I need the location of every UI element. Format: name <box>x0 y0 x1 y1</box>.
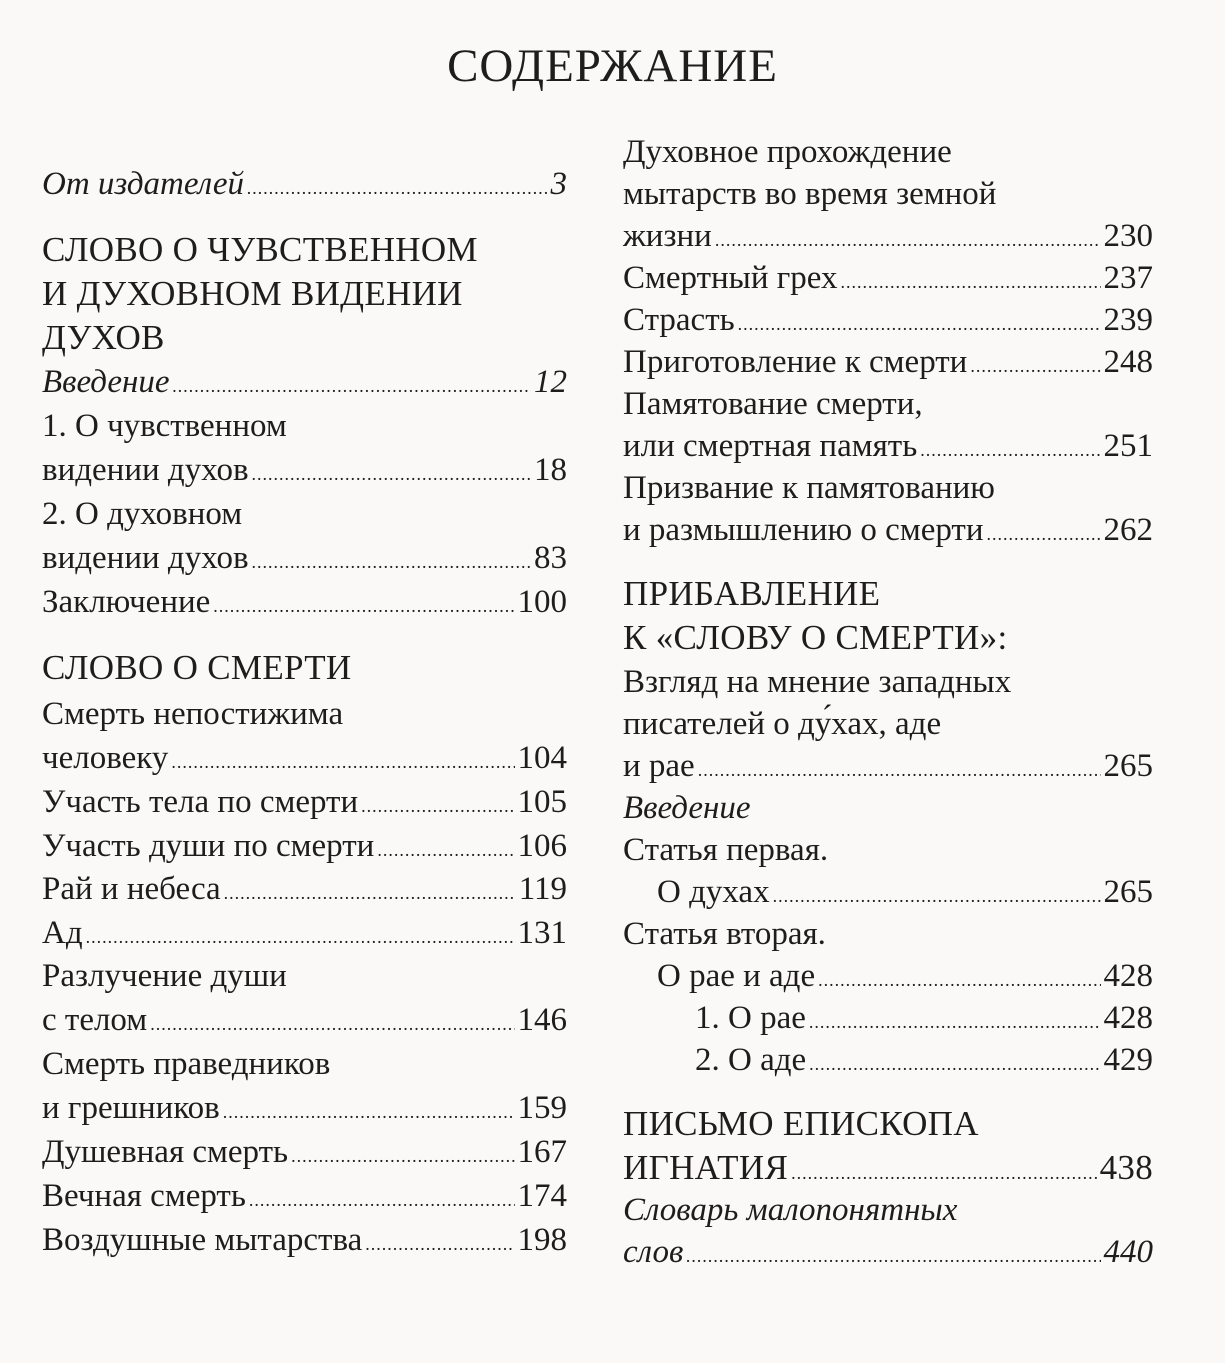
page-number: 131 <box>517 915 567 951</box>
toc-entry: О духах ..... 265 <box>657 870 1153 914</box>
section-heading: ПРИБАВЛЕНИЕ <box>623 574 881 613</box>
page-number: 3 <box>550 166 567 202</box>
toc-entry: Воздушные мытарства ..... 198 <box>42 1218 567 1262</box>
page-number: 239 <box>1103 302 1153 338</box>
page-number: 428 <box>1103 958 1153 994</box>
toc-entry-line: Введение <box>623 790 751 826</box>
toc-entry-line: Статья первая. <box>623 832 829 868</box>
section-heading: СЛОВО О СМЕРТИ <box>42 648 352 687</box>
section-heading: К «СЛОВУ О СМЕРТИ»: <box>623 618 1008 657</box>
toc-entry-line: Призвание к памятованию <box>623 470 995 506</box>
toc-entry-line: Смерть непостижима <box>42 696 344 732</box>
toc-entry-line: Разлучение души <box>42 958 287 994</box>
toc-entry: Приготовление к смерти ..... 248 <box>623 340 1153 384</box>
page-number: 100 <box>517 584 567 620</box>
toc-entry: видении духов ..... 18 <box>42 448 567 492</box>
page-number: 105 <box>517 784 567 820</box>
page-number: 265 <box>1103 748 1153 784</box>
page-number: 104 <box>517 740 567 776</box>
toc-entry: Заключение ..... 100 <box>42 580 567 624</box>
toc-entry: Вечная смерть ..... 174 <box>42 1174 567 1218</box>
toc-entry-line: 1. О чувственном <box>42 408 287 444</box>
toc-entry-line: Духовное прохождение <box>623 134 952 170</box>
page-number: 265 <box>1103 874 1153 910</box>
toc-entry: с телом ..... 146 <box>42 998 567 1042</box>
toc-entry: и размышлению о смерти ..... 262 <box>623 508 1153 552</box>
toc-entry: Смертный грех ..... 237 <box>623 256 1153 300</box>
toc-entry: ИГНАТИЯ ..... 438 <box>623 1146 1153 1190</box>
page-number: 106 <box>517 828 567 864</box>
section-heading: ДУХОВ <box>42 318 165 357</box>
section-heading: ПИСЬМО ЕПИСКОПА <box>623 1104 979 1143</box>
toc-entry: Рай и небеса ..... 119 <box>42 867 567 911</box>
toc-entry-line: Памятование смерти, <box>623 386 923 422</box>
toc-entry-line: 2. О духовном <box>42 496 243 532</box>
toc-entry-line: Взгляд на мнение западных <box>623 664 1012 700</box>
toc-entry: жизни ..... 230 <box>623 214 1153 258</box>
page-number: 237 <box>1103 260 1153 296</box>
toc-entry: слов ..... 440 <box>623 1230 1153 1274</box>
page-number: 159 <box>517 1090 567 1126</box>
toc-entry-line: Словарь малопонятных <box>623 1192 958 1228</box>
page-number: 174 <box>517 1178 567 1214</box>
page-title: СОДЕРЖАНИЕ <box>447 40 778 92</box>
toc-entry: Душевная смерть ..... 167 <box>42 1130 567 1174</box>
page-number: 18 <box>534 452 567 488</box>
page-number: 428 <box>1103 1000 1153 1036</box>
toc-entry: Ад ..... 131 <box>42 911 567 955</box>
toc-entry-line: Статья вторая. <box>623 916 826 952</box>
section-heading: И ДУХОВНОМ ВИДЕНИИ <box>42 274 463 313</box>
toc-entry: 1. О рае ..... 428 <box>695 996 1153 1040</box>
toc-entry: Введение ..... 12 <box>42 360 567 404</box>
toc-entry-line: мытарств во время земной <box>623 176 997 212</box>
page-number: 262 <box>1103 512 1153 548</box>
toc-entry: Участь души по смерти ..... 106 <box>42 824 567 868</box>
toc-entry: человеку ..... 104 <box>42 736 567 780</box>
section-heading: СЛОВО О ЧУВСТВЕННОМ <box>42 230 478 269</box>
page-number: 146 <box>517 1002 567 1038</box>
page-number: 83 <box>534 540 567 576</box>
toc-entry: Участь тела по смерти ..... 105 <box>42 780 567 824</box>
toc-entry: и грешников ..... 159 <box>42 1086 567 1130</box>
toc-entry: или смертная память ..... 251 <box>623 424 1153 468</box>
page-number: 198 <box>517 1222 567 1258</box>
toc-entry-line: Смерть праведников <box>42 1046 331 1082</box>
page-number: 167 <box>517 1134 567 1170</box>
toc-entry: От издателей ..... 3 <box>42 162 567 206</box>
toc-entry: 2. О аде ..... 429 <box>695 1038 1153 1082</box>
page-number: 429 <box>1103 1042 1153 1078</box>
toc-entry-line: писателей о ду́хах, аде <box>623 706 942 742</box>
page-number: 119 <box>518 871 567 907</box>
page-number: 12 <box>534 364 567 400</box>
toc-entry: и рае ..... 265 <box>623 744 1153 788</box>
page-number: 230 <box>1103 218 1153 254</box>
toc-entry: видении духов ..... 83 <box>42 536 567 580</box>
toc-entry: Страсть ..... 239 <box>623 298 1153 342</box>
page-number: 248 <box>1103 344 1153 380</box>
page-number: 438 <box>1099 1148 1153 1187</box>
page-number: 440 <box>1103 1234 1153 1270</box>
page-number: 251 <box>1103 428 1153 464</box>
toc-entry: О рае и аде ..... 428 <box>657 954 1153 998</box>
